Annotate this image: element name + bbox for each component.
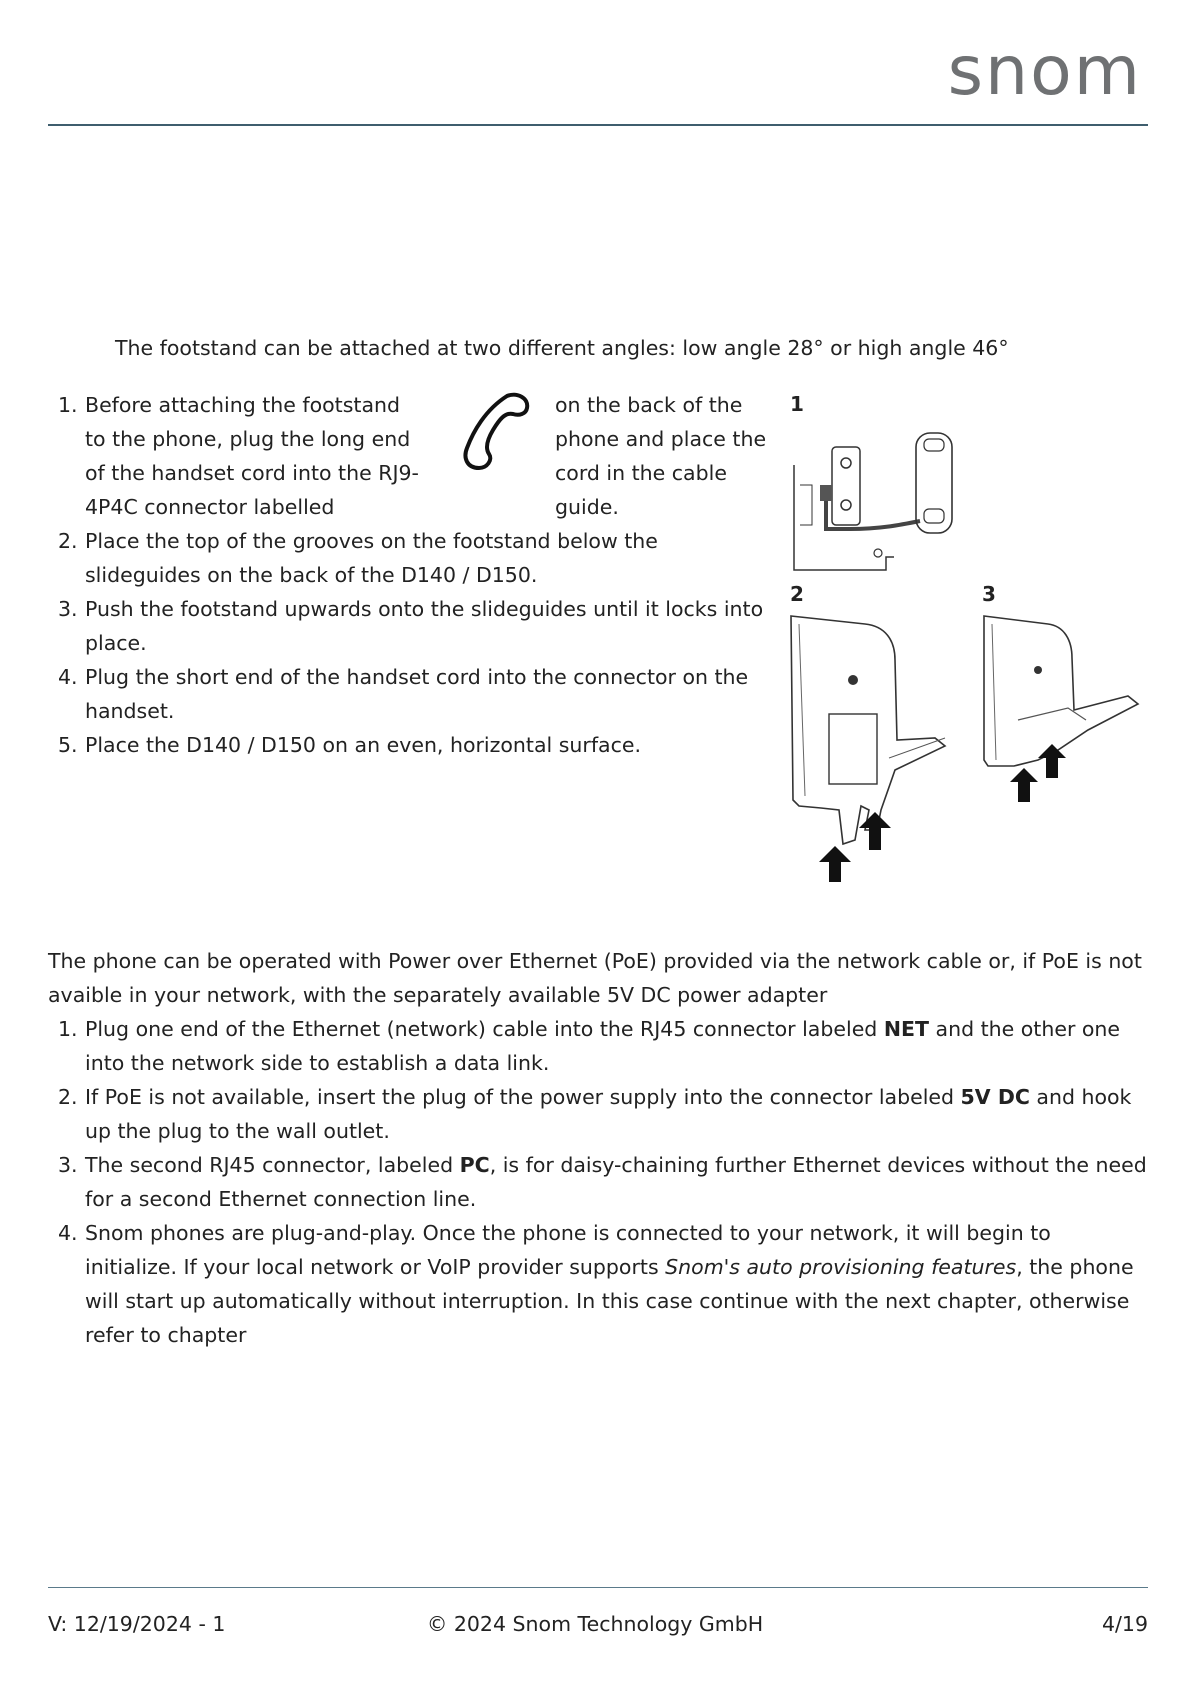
figure-label-1: 1 [790, 392, 804, 416]
footer-version: V: 12/19/2024 - 1 [48, 1612, 226, 1636]
figure-1-cord-connection [790, 425, 960, 575]
footstand-intro: The footstand can be attached at two different angles: low angle 28° or high angle 46° [115, 336, 1009, 360]
list-item: 3. Push the footstand upwards onto the slideguides until it locks into place. [58, 597, 764, 655]
step1-left-text: Before attaching the footstand to the phone, plug the long end of the handset cord into the RJ9- 4P4C connector labelled [85, 393, 419, 519]
step1-right-text: on the back of the phone and place the cord in the cable guide. [555, 393, 767, 519]
list-item: 5. Place the D140 / D150 on an even, horizontal surface. [58, 733, 642, 757]
list-item: 2. Place the top of the grooves on the footstand below the slideguides on the back of the D140 / D150. [58, 529, 658, 587]
footer-copyright: © 2024 Snom Technology GmbH [426, 1612, 764, 1636]
footstand-steps [48, 524, 768, 762]
figure-2-footstand-low [785, 610, 955, 890]
header-divider [48, 124, 1148, 126]
list-item: 4. Snom phones are plug-and-play. Once the phone is connected to your network, it will begin to initialize. If your local network or VoIP provider supports Snom's auto provisioning features, the phone will start up automatically without interruption. In this case continue with the next chapter, otherwise refer to chapter [58, 1221, 1134, 1347]
footer-divider [48, 1587, 1148, 1588]
figure-label-3: 3 [982, 582, 996, 606]
power-steps [48, 1012, 1148, 1352]
handset-icon [455, 390, 533, 472]
figure-3-footstand-high [978, 610, 1148, 810]
snom-logo: snom [947, 32, 1142, 111]
list-item: 4. Plug the short end of the handset cord into the connector on the handset. [58, 665, 749, 723]
list-item: 3. The second RJ45 connector, labeled PC, is for daisy-chaining further Ethernet devices without the need for a second Ethernet connection line. [58, 1153, 1147, 1211]
power-intro: The phone can be operated with Power over Ethernet (PoE) provided via the network cable or, if PoE is not avaible in your network, with the separately available 5V DC power adapter [48, 949, 1142, 1007]
list-item: 2. If PoE is not available, insert the plug of the power supply into the connector labeled 5V DC and hook up the plug to the wall outlet. [58, 1085, 1132, 1143]
footer-page-number: 4/19 [1101, 1612, 1148, 1636]
list-item: 1. Plug one end of the Ethernet (network) cable into the RJ45 connector labeled NET and the other one into the network side to establish a data link. [58, 1017, 1121, 1075]
figure-label-2: 2 [790, 582, 804, 606]
